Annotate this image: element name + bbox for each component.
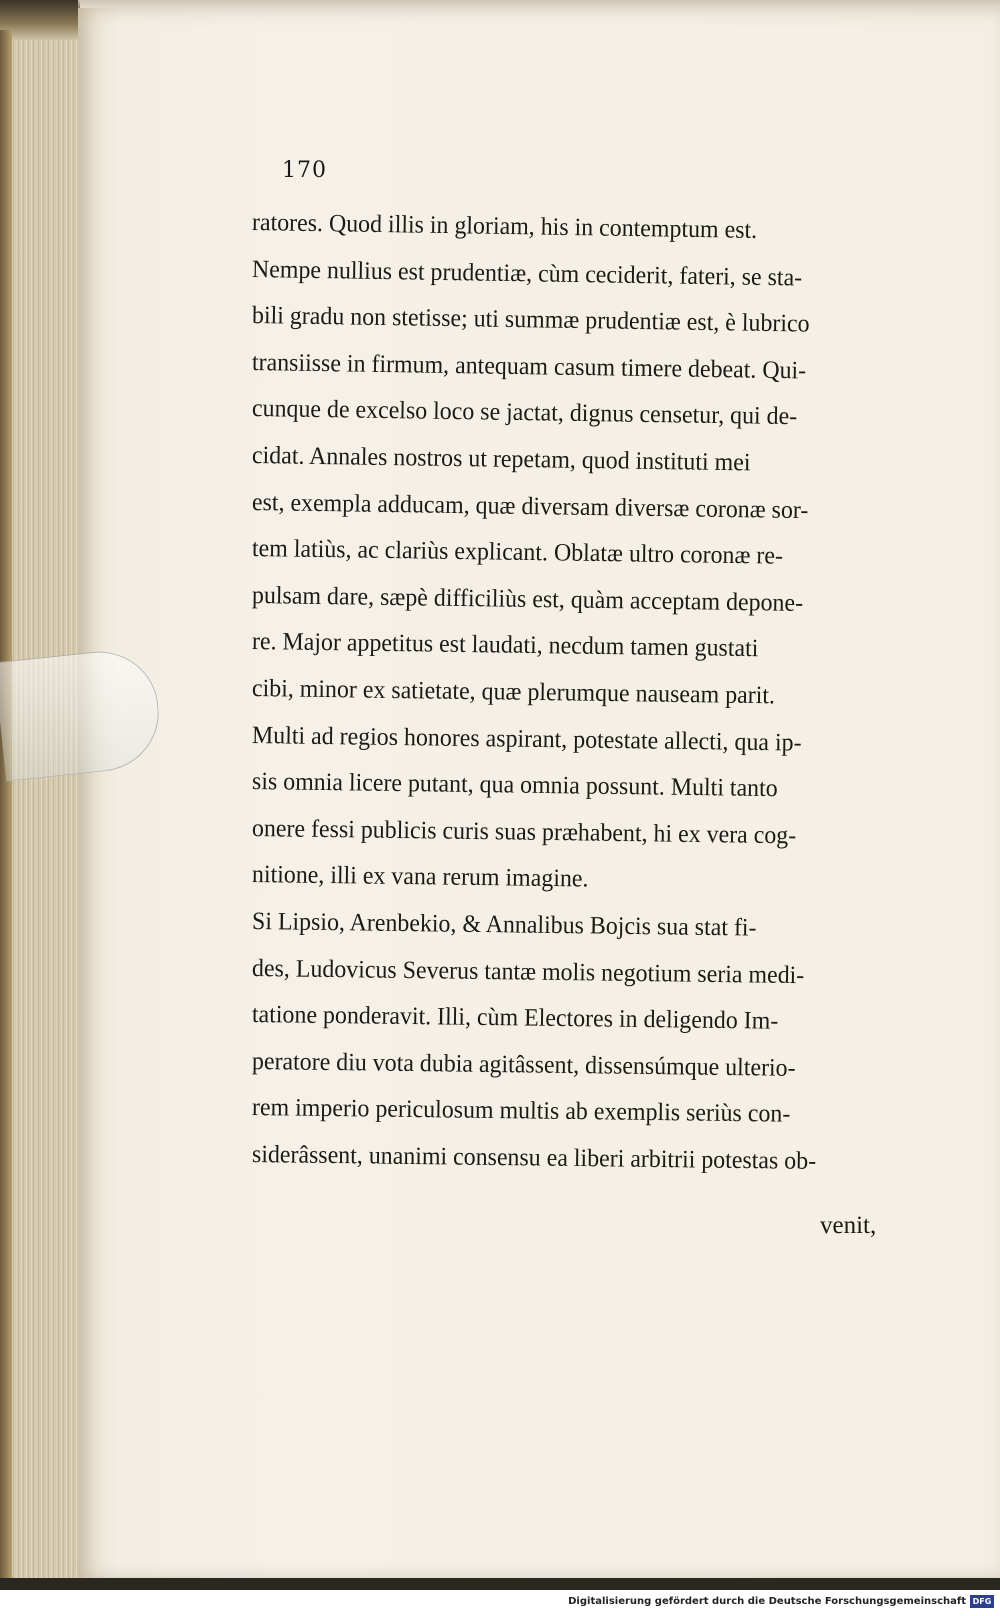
text-line: onere fessi publicis curis suas præhabent, hi ex vera cog- [251, 814, 797, 850]
digitization-credit: Digitalisierung gefördert durch die Deutsche Forschungsgemeinschaft [568, 1596, 966, 1607]
text-line: cidat. Annales nostros ut repetam, quod instituti mei [251, 442, 751, 477]
book-cover-edge [0, 30, 12, 1590]
text-line: rem imperio periculosum multis ab exemplis seriùs con- [251, 1094, 791, 1129]
text-line: peratore diu vota dubia agitâssent, dissensúmque ulterio- [251, 1047, 796, 1082]
text-line: transiisse in firmum, antequam casum timere debeat. Qui- [251, 348, 807, 385]
text-line: tatione ponderavit. Illi, cùm Electores in deligendo Im- [251, 1001, 779, 1035]
text-line: sis omnia licere putant, qua omnia possunt. Multi tanto [251, 768, 778, 803]
text-line: pulsam dare, sæpè difficiliùs est, quàm acceptam depone- [251, 581, 804, 617]
book-page-edges [0, 30, 80, 1580]
text-line: ratores. Quod illis in gloriam, his in contemptum est. [251, 209, 758, 244]
footer-bar [0, 1592, 1000, 1616]
catchword: venit, [820, 1212, 877, 1239]
dfg-logo: DFG [970, 1595, 994, 1608]
text-line: est, exempla adducam, quæ diversam diversæ coronæ sor- [251, 488, 809, 524]
book-top-shadow [0, 0, 80, 40]
text-line: nitione, illi ex vana rerum imagine. [251, 861, 589, 893]
text-line: Multi ad regios honores aspirant, potestate allecti, qua ip- [251, 721, 802, 757]
text-line: Nempe nullius est prudentiæ, cùm ceciderit, fateri, se sta- [251, 255, 803, 292]
text-line: Si Lipsio, Arenbekio, & Annalibus Bojcis sua stat fi- [251, 908, 757, 942]
text-line: siderâssent, unanimi consensu ea liberi arbitrii potestas ob- [251, 1141, 817, 1175]
page-number: 170 [282, 158, 327, 183]
text-line: re. Major appetitus est laudati, necdum tamen gustati [251, 628, 759, 663]
text-line: tem latiùs, ac clariùs explicant. Oblatæ ultro coronæ re- [251, 535, 784, 570]
text-line: cibi, minor ex satietate, quæ plerumque nauseam parit. [251, 675, 776, 710]
text-line: des, Ludovicus Severus tantæ molis negotium seria medi- [251, 954, 805, 989]
scan-bottom-edge [0, 1578, 1000, 1590]
text-line: cunque de excelso loco se jactat, dignus censetur, qui de- [251, 395, 798, 431]
text-line: bili gradu non stetisse; uti summæ prudentiæ est, è lubrico [251, 302, 810, 338]
